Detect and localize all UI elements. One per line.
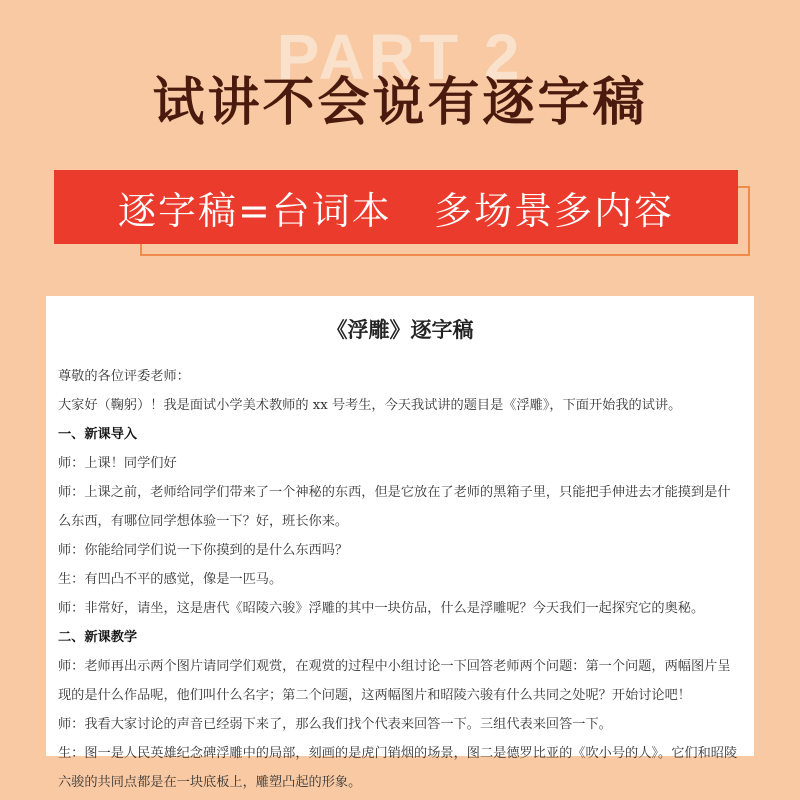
- doc-line: 生：图一是人民英雄纪念碑浮雕中的局部，刻画的是虎门销烟的场景，图二是德罗比亚的《吹小号的人》。它们和昭陵六骏的共同点都是在一块底板上，雕塑凸起的形象。: [58, 746, 738, 790]
- part-label: PART 2: [276, 21, 524, 93]
- doc-line: 师：老师再出示两个图片请同学们观赏，在观赏的过程中小组讨论一下回答老师两个问题：第一个问题，两幅图片呈现的是什么作品呢，他们叫什么名字；第二个问题，这两幅图片和昭陵六骏有什么共同之处呢？开始讨论吧！: [58, 659, 731, 703]
- doc-line: 师：上课！同学们好: [58, 456, 177, 471]
- doc-line: 师：我看大家讨论的声音已经弱下来了，那么我们找个代表来回答一下。三组代表来回答一下。: [58, 717, 612, 732]
- doc-line: 师：你能给同学们说一下你摸到的是什么东西吗？: [58, 543, 349, 558]
- banner-text: 逐字稿=台词本 多场景多内容: [117, 188, 675, 233]
- page-title: 试讲不会说有逐字稿: [152, 73, 648, 133]
- doc-line: 生：有凹凸不平的感觉，像是一匹马。: [58, 572, 283, 587]
- section-heading: 一、新课导入: [58, 427, 138, 442]
- doc-line: 师：非常好，请坐，这是唐代《昭陵六骏》浮雕的其中一块仿品，什么是浮雕呢？今天我们一起探究它的奥秘。: [58, 601, 705, 616]
- doc-line-greeting: 尊敬的各位评委老师：: [58, 369, 190, 384]
- banner: [54, 170, 738, 244]
- doc-line-intro: 大家好（鞠躬）！我是面试小学美术教师的 xx 号考生，今天我试讲的题目是《浮雕》，下面开始我的试讲。: [58, 398, 682, 413]
- doc-line: 师：上课之前，老师给同学们带来了一个神秘的东西，但是它放在了老师的黑箱子里，只能把手伸进去才能摸到是什么东西，有哪位同学想体验一下？好，班长你来。: [58, 485, 731, 529]
- section-heading: 二、新课教学: [58, 630, 138, 645]
- document-card: [46, 296, 754, 790]
- document-title: 《浮雕》逐字稿: [326, 318, 474, 342]
